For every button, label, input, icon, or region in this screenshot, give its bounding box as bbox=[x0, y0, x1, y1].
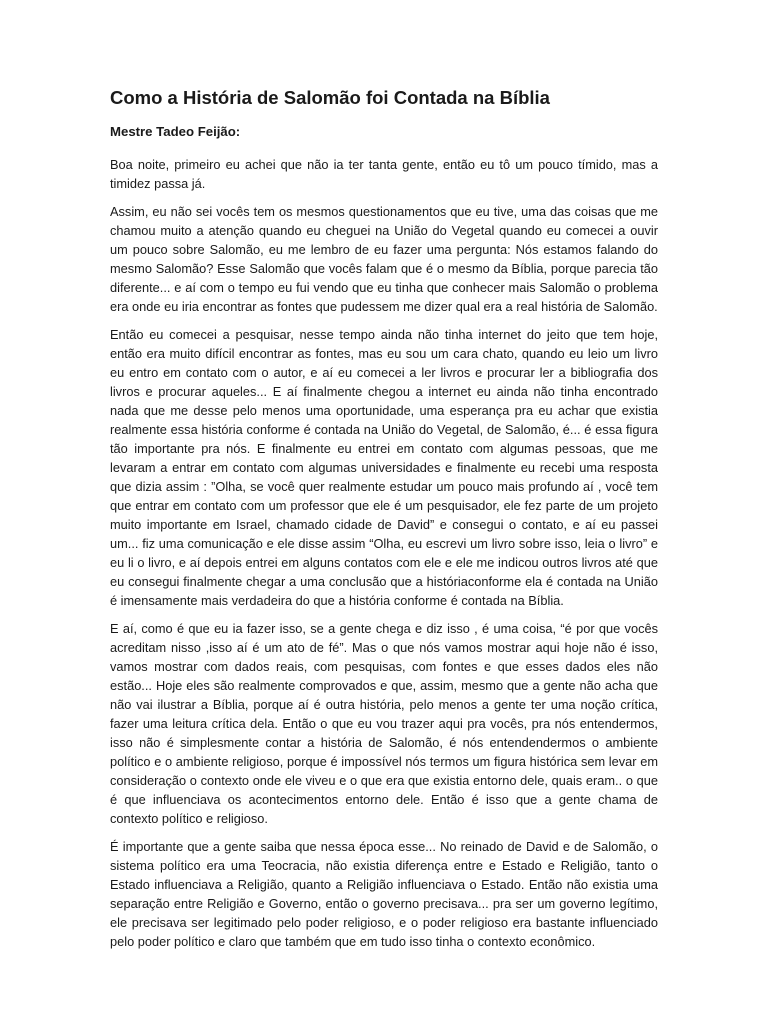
paragraph-1: Boa noite, primeiro eu achei que não ia ter tanta gente, então eu tô um pouco tímido, mas a timidez passa já. bbox=[110, 157, 658, 191]
document-title: Como a História de Salomão foi Contada na Bíblia bbox=[110, 87, 550, 108]
paragraph-2: Assim, eu não sei vocês tem os mesmos questionamentos que eu tive, uma das coisas que me chamou muito a atenção quando eu cheguei na União do Vegetal quando eu comecei a ouvir um pouco sobre Salomão, eu me lembro de eu fazer uma pergunta: Nós estamos falando do mesmo Salomão? Esse Salomão que vocês falam que é o mesmo da Bíblia, porque parecia tão diferente... e aí com o tempo eu fui vendo que eu tinha que conhecer mais Salomão o problema era onde eu iria encontrar as fontes que pudessem me dizer qual era a real história de Salomão. bbox=[110, 204, 658, 314]
paragraph-3: Então eu comecei a pesquisar, nesse tempo ainda não tinha internet do jeito que tem hoje, então era muito difícil encontrar as fontes, mas eu sou um cara chato, quando eu leio um livro eu entro em contato com o autor, e aí eu comecei a ler livros e procurar ler a bibliografia dos livros e procurar aqueles... E aí finalmente chegou a internet eu ainda não tinha encontrado nada que me desse pelo menos uma oportunidade, uma esperança pra eu achar que existia realmente essa história conforme é contada na União do Vegetal, de Salomão, é... é essa figura tão importante pra nós. E finalmente eu entrei em contato com algumas pessoas, que me levaram a entrar em contato com algumas universidades e finalmente eu recebi uma resposta que dizia assim : ”Olha, se você quer realmente estudar um pouco mais profundo aí , você tem que entrar em contato com um professor que ele é um pesquisador, ele fez parte de um projeto muito importante em Israel, chamado cidade de David” e consegui o contato, e aí eu passei um... fiz uma comunicação e ele disse assim “Olha, eu escrevi um livro sobre isso, leia o livro” e eu li o livro, e aí depois entrei em alguns contatos com ele e ele me indicou outros livros até que eu consegui finalmente chegar a uma conclusão que a históriaconforme ela é contada na União é imensamente mais verdadeira do que a história conforme é contada na Bíblia. bbox=[110, 327, 658, 608]
speaker-name: Mestre Tadeo Feijão: bbox=[110, 124, 241, 139]
paragraph-5: É importante que a gente saiba que nessa época esse... No reinado de David e de Salomão, o sistema político era uma Teocracia, não existia diferença entre e Estado e Religião, tanto o Estado influenciava a Religião, quanto a Religião influenciava o Estado. Então não existia uma separação entre Religião e Governo, então o governo precisava... pra ser um governo legítimo, ele precisava ser legitimado pelo poder religioso, e o poder religioso era bastante influenciado pelo poder político e claro que também que em tudo isso tinha o contexto econômico. bbox=[110, 839, 658, 949]
paragraph-4: E aí, como é que eu ia fazer isso, se a gente chega e diz isso , é uma coisa, “é por que vocês acreditam nisso ,isso aí é um ato de fé”. Mas o que nós vamos mostrar aqui hoje não é isso, vamos mostrar com dados reais, com pesquisas, com fontes e que esses dados eles não estão... Hoje eles são realmente comprovados e que, assim, mesmo que a gente não acha que não vai ilustrar a Bíblia, porque aí é outra história, pelo menos a gente ter uma noção crítica, fazer uma leitura crítica dela. Então o que eu vou trazer aqui pra vocês, pra nós entendermos, isso não é simplesmente contar a história de Salomão, é nós entendendermos o ambiente político e o ambiente religioso, porque é impossível nós termos um figura histórica sem levar em consideração o contexto onde ele viveu e o que era que existia entorno dele, quais eram.. o que é que influenciava os acontecimentos entorno dele. Então é isso que a gente chama de contexto político e religioso. bbox=[110, 621, 658, 826]
